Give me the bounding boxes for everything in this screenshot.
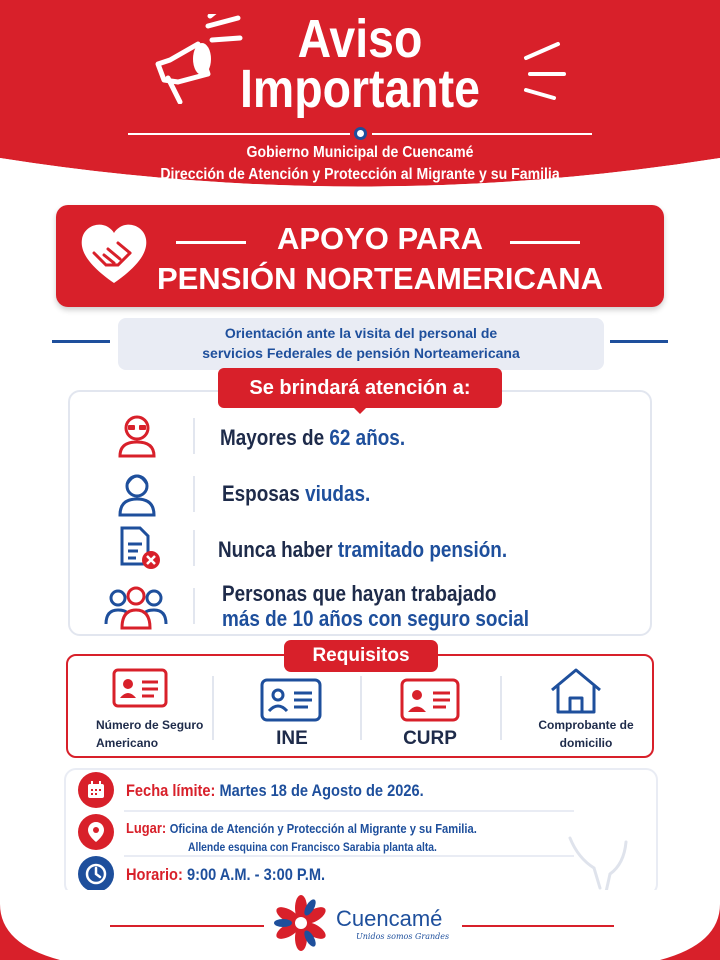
header-divider-dot [354,127,367,140]
req-label-ssn: Número de Seguro Americano [96,718,204,750]
id-card-icon [112,668,168,708]
logo-tagline: Unidos somos Grandes [356,932,450,941]
attention-item-1-text: Mayores de [220,425,330,450]
attention-item-3 [218,537,507,563]
orientation-line1: Orientación ante la visita del personal de [224,325,498,341]
id-card-icon [260,678,322,722]
id-card-icon [400,678,460,722]
orientation-line2: servicios Federales de pensión Norteamericana [202,345,520,361]
house-icon [548,666,604,716]
attention-item-4-text: Personas que hayan trabajado [222,581,497,606]
req-divider-3 [500,676,502,740]
hours-label: Horario: [126,865,183,884]
item-divider-3 [193,530,195,566]
org-line1: Gobierno Municipal de Cuencamé [246,144,474,161]
banner-line1: APOYO PARA [276,221,484,256]
deadline-label: Fecha límite: [126,781,216,800]
item-divider-2 [193,476,195,512]
group-icon [104,584,168,630]
req-label-ine: INE [276,728,308,749]
calendar-badge [78,772,114,808]
elderly-man-icon [112,410,162,460]
location-badge [78,814,114,850]
header-divider-right [372,133,592,135]
header-divider-left [128,133,350,135]
logo-text: Cuencamé [336,906,443,931]
req-divider-2 [360,676,362,740]
location-pin-icon [87,821,105,843]
side-line-right [610,340,668,343]
place-value1: Oficina de Atención y Protección al Migrante y su Familia. [169,821,477,836]
hands-watermark-icon [566,828,630,894]
attention-item-1 [220,425,405,451]
attention-item-3-text: Nunca haber [218,537,338,562]
attention-item-2 [222,481,370,507]
attention-item-1-highlight: 62 años. [329,425,406,450]
hours-row [126,865,325,885]
place-value2: Allende esquina con Francisco Sarabia planta alta. [188,840,437,854]
requirements-heading: Requisitos [284,640,438,672]
title-line2: Importante [240,59,480,119]
place-label: Lugar: [126,820,167,837]
program-banner [56,205,664,307]
side-line-left [52,340,110,343]
org-line2: Dirección de Atención y Protección al Migrante y su Familia [160,166,560,183]
calendar-icon [86,780,106,800]
clock-badge [78,856,114,892]
place-row [126,820,477,837]
req-label-curp: CURP [403,728,457,749]
document-x-icon [116,524,166,572]
header [0,0,720,200]
item-divider-4 [193,588,195,624]
woman-icon [112,468,162,518]
orientation-box [118,318,604,370]
attention-item-4-highlight: más de 10 años con seguro social [222,606,530,631]
req-divider-1 [212,676,214,740]
attention-item-3-highlight: tramitado pensión. [337,537,508,562]
footer-line-right [462,925,614,927]
details-divider-1 [124,810,574,812]
attention-heading: Se brindará atención a: [218,368,502,408]
footer-line-left [110,925,264,927]
deadline-value: Martes 18 de Agosto de 2026. [219,781,424,800]
title-line1: Aviso [297,9,423,69]
attention-item-2-text: Esposas [222,481,306,506]
hours-value: 9:00 A.M. - 3:00 P.M. [186,865,326,884]
clock-icon [85,863,107,885]
attention-item-2-highlight: viudas. [305,481,371,506]
item-divider-1 [193,418,195,454]
banner-line2: PENSIÓN NORTEAMERICANA [156,261,604,296]
req-label-address: Comprobante de domicilio [538,718,634,750]
attention-heading-pointer [352,406,368,414]
cuencame-flower-logo [270,892,332,954]
details-divider-2 [124,855,574,857]
deadline-row [126,781,424,801]
